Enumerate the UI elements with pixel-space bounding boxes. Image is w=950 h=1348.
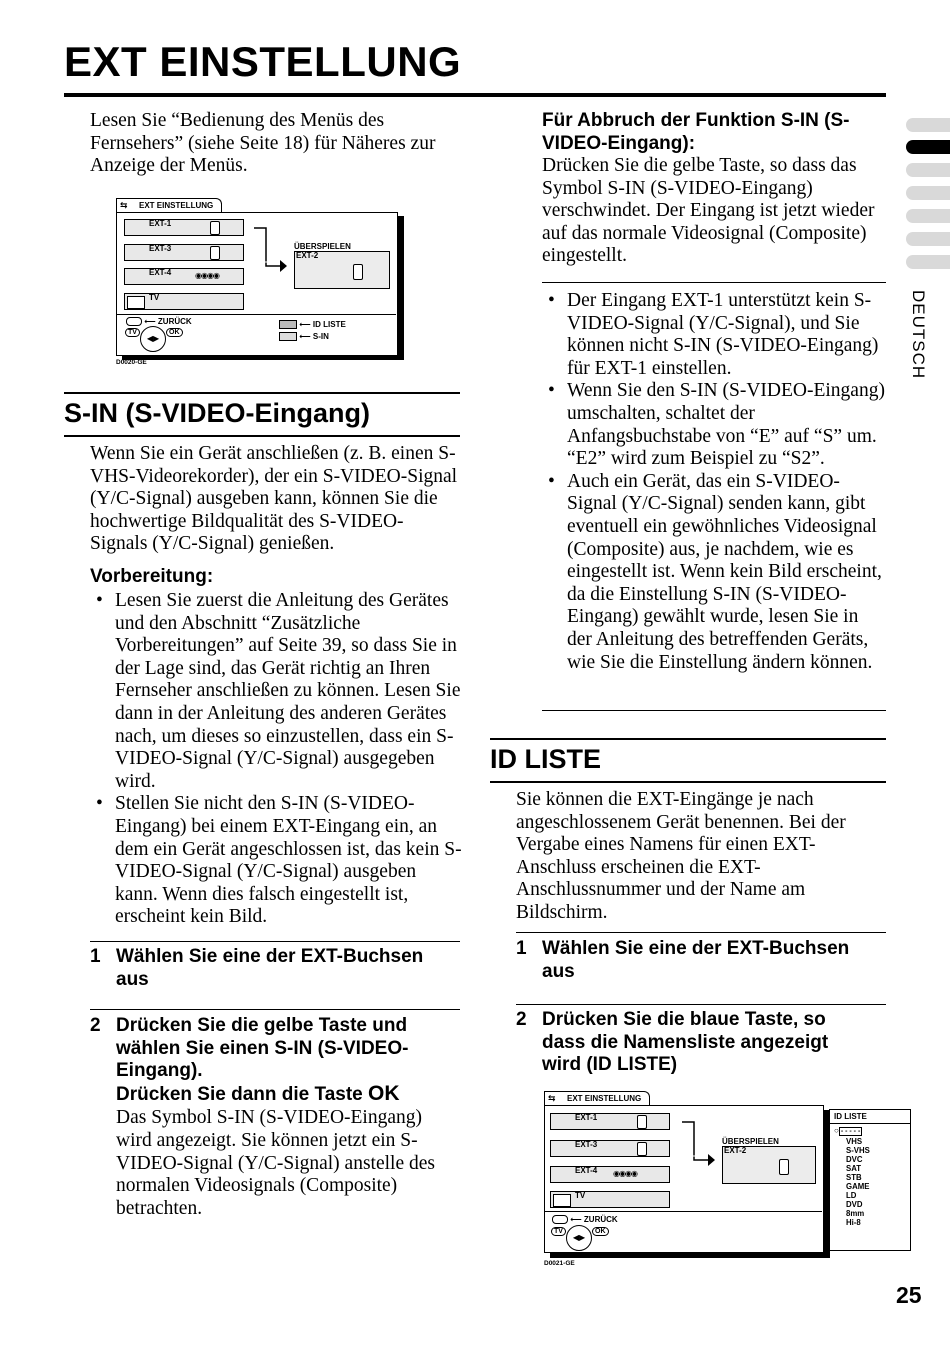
scart-connector-icon xyxy=(637,1142,647,1156)
list-item: DVD xyxy=(846,1200,863,1209)
screen-divider xyxy=(116,314,396,315)
section-rule-bottom xyxy=(490,781,886,783)
scart-connector-icon xyxy=(353,264,363,280)
list-item: VHS xyxy=(846,1137,863,1146)
preparation-heading: Vorbereitung: xyxy=(90,566,214,587)
step-text: Drücken Sie die gelbe Taste und wählen Sie einen S-IN (S-VIDEO-Eingang). xyxy=(116,1015,409,1082)
id-list-panel xyxy=(829,1109,911,1251)
list-item: • Der Eingang EXT-1 unterstützt kein S-VIDEO-Signal (Y/C-Signal), und Sie können nicht S-IN (S-VIDEO-Eingang) für EXT-1 einstellen. xyxy=(542,290,886,380)
id-list-title: ID LISTE xyxy=(834,1112,867,1121)
ext1-row: EXT-1 xyxy=(550,1113,670,1130)
ext3-row: EXT-3 xyxy=(550,1140,670,1157)
back-legend: ⟵ ZURÜCK xyxy=(552,1215,618,1224)
step-rule xyxy=(90,941,460,942)
page-number: 25 xyxy=(896,1282,922,1308)
intro-text: Lesen Sie “Bedienung des Menüs des Fernsehers” (siehe Seite 18) für Näheres zur Anzeige der Menüs. xyxy=(90,110,436,177)
skip-label: ÜBERSPIELEN xyxy=(294,242,351,251)
chapter-tab-5 xyxy=(906,209,950,223)
step-number: 2 xyxy=(90,1015,101,1036)
page-title: EXT EINSTELLUNG xyxy=(64,38,462,85)
blue-key-icon xyxy=(279,320,297,329)
list-item: SAT xyxy=(846,1164,862,1173)
id-list-first: ○ - - - - - xyxy=(834,1126,861,1135)
s-in-section-title: S-IN (S-VIDEO-Eingang) xyxy=(64,398,370,428)
step-number: 1 xyxy=(516,938,527,959)
menu-screen-diagram-1 xyxy=(116,194,406,374)
cancel-text: Drücken Sie die gelbe Taste, so dass das Symbol S-IN (S-VIDEO-Eingang) verschwindet. Der Eingang ist jetzt wieder auf das normale Videosignal (Composite) eingestellt. xyxy=(542,155,875,267)
step-number: 1 xyxy=(90,946,101,967)
s-in-description: Wenn Sie ein Gerät anschließen (z. B. einen S-VHS-Videorekorder), der ein S-VIDEO-Signal (Y/C-Signal) ausgeben kann, können Sie die hochwertige Bildqualität des S-VIDEO-Signals (Y/C-Signal) genießen. xyxy=(90,443,458,555)
step-description: Das Symbol S-IN (S-VIDEO-Eingang) wird angezeigt. Sie können jetzt ein S-VIDEO-Signal (Y/C-Signal) anstelle des normalen Videosignals (Composite) betrachten. xyxy=(116,1107,435,1219)
ok-button-legend: OK xyxy=(166,328,183,337)
tv-button-legend: TV xyxy=(551,1227,566,1236)
tv-icon xyxy=(127,296,145,309)
ext3-row: EXT-3 xyxy=(124,244,244,261)
yellow-key-icon xyxy=(279,332,297,341)
list-item: • Wenn Sie den S-IN (S-VIDEO-Eingang) umschalten, schaltet der Anfangsbuchstabe von “E” auf “S” um. “E2” wird zum Beispiel zu “S2”. xyxy=(542,380,886,470)
list-item: • Auch ein Gerät, das ein S-VIDEO-Signal (Y/C-Signal) senden kann, gibt eventuell ein gewöhnliches Videosignal (Composite) aus, je nachdem, wie es eingestellt ist. Wenn kein Bild erscheint, da die Einstellung S-IN (S-VIDEO-Eingang) gewählt wurde, lesen Sie in der Anleitung des betreffenden Geräts, wie Sie die Einstellung ändern können. xyxy=(542,471,886,674)
chapter-tab-6 xyxy=(906,232,950,246)
tv-row: TV xyxy=(550,1191,670,1208)
step-rule xyxy=(516,932,886,933)
id-list-items xyxy=(846,1137,870,1227)
return-icon xyxy=(126,317,142,326)
av-jacks-icon: ◉◉◉◉ xyxy=(613,1169,637,1178)
step-text: Wählen Sie eine der EXT-Buchsen aus xyxy=(116,946,424,990)
list-item: Hi-8 xyxy=(846,1218,861,1227)
ext4-row: EXT-4 ◉◉◉◉ xyxy=(124,268,244,285)
chapter-tab-7 xyxy=(906,255,950,269)
back-legend: ⟵ ZURÜCK xyxy=(126,317,192,326)
s-in-legend: ⟵ S-IN xyxy=(279,332,329,341)
step-rule xyxy=(516,1004,886,1005)
list-item: GAME xyxy=(846,1182,870,1191)
return-icon xyxy=(552,1215,568,1224)
skip-label: ÜBERSPIELEN xyxy=(722,1137,779,1146)
list-item: • Stellen Sie nicht den S-IN (S-VIDEO-Eingang) bei einem EXT-Eingang ein, an dem ein Gerät angeschlossen ist, das kein S-VIDEO-Signal (Y/C-Signal) ausgeben kann. Wenn dies falsch eingestellt ist, erscheint kein Bild. xyxy=(90,793,462,929)
diagram-code: D0020-GE xyxy=(116,359,147,366)
chapter-tab-3 xyxy=(906,163,950,177)
chapter-tab-4 xyxy=(906,186,950,200)
step-number: 2 xyxy=(516,1009,527,1030)
section-rule-bottom xyxy=(64,435,460,437)
ext1-row: EXT-1 xyxy=(124,219,244,236)
step-text: Drücken Sie die blaue Taste, so dass die Namensliste angezeigt wird (ID LISTE) xyxy=(542,1009,829,1076)
list-item: • Lesen Sie zuerst die Anleitung des Gerätes und den Abschnitt “Zusätzliche Vorbereitungen” auf Seite 39, so dass Sie in der Lage sind, das Gerät richtig an Ihren Fernseher anschließen zu können. Lesen Sie dann in der Anleitung des anderen Gerätes nach, um dieses so einzustellen, dass ein S-VIDEO-Signal (Y/C-Signal) ausgegeben wird. xyxy=(90,590,462,793)
list-item: S-VHS xyxy=(846,1146,870,1155)
id-liste-legend: ⟵ ID LISTE xyxy=(279,320,346,329)
scart-connector-icon xyxy=(210,221,220,235)
side-language-label: DEUTSCH xyxy=(909,290,928,380)
ok-key-glyph: OK xyxy=(368,1081,400,1105)
id-liste-description: Sie können die EXT-Eingänge je nach angeschlossenem Gerät benennen. Bei der Vergabe eines Namens für einen EXT-Anschluss erscheinen die EXT-Anschlussnummer und der Name am Bildschirm. xyxy=(516,789,846,923)
chapter-tab-1 xyxy=(906,118,950,132)
scart-connector-icon xyxy=(637,1115,647,1129)
list-item: DVC xyxy=(846,1155,863,1164)
scart-connector-icon xyxy=(210,246,220,260)
preparation-list xyxy=(90,590,462,929)
arrow-icon xyxy=(680,1120,716,1166)
notes-rule-top xyxy=(542,282,886,283)
ext4-row: EXT-4 ◉◉◉◉ xyxy=(550,1166,670,1183)
tv-row: TV xyxy=(124,293,244,310)
list-item: 8mm xyxy=(846,1209,865,1218)
screen-tab-header: ⇆ EXT EINSTELLUNG xyxy=(544,1091,650,1105)
skip-box: EXT-2 xyxy=(722,1146,816,1184)
tv-icon xyxy=(553,1194,571,1207)
cancel-heading: Für Abbruch der Funktion S-IN (S-VIDEO-Eingang): xyxy=(542,110,850,154)
nav-pad-icon: ◀▶ xyxy=(140,326,166,352)
scart-connector-icon xyxy=(779,1159,789,1175)
av-jacks-icon: ◉◉◉◉ xyxy=(195,271,219,280)
title-rule xyxy=(64,93,886,97)
ok-button-legend: OK xyxy=(592,1227,609,1236)
menu-screen-diagram-2 xyxy=(544,1088,914,1273)
notes-list xyxy=(542,290,886,674)
skip-box: EXT-2 xyxy=(294,251,390,289)
notes-rule-bottom xyxy=(542,710,886,711)
id-list-divider xyxy=(830,1123,910,1124)
step-rule xyxy=(90,1009,460,1010)
section-rule-top xyxy=(490,738,886,740)
menu-icon: ⇆ xyxy=(120,200,128,210)
section-rule-top xyxy=(64,392,460,394)
step-text: Wählen Sie eine der EXT-Buchsen aus xyxy=(542,938,850,982)
step-text-ok: Drücken Sie dann die Taste OK xyxy=(116,1081,400,1105)
screen-tab-header: ⇆ EXT EINSTELLUNG xyxy=(116,198,222,212)
diagram-code: D0021-GE xyxy=(544,1260,575,1267)
tv-button-legend: TV xyxy=(125,328,140,337)
chapter-tab-active xyxy=(906,140,950,154)
list-item: LD xyxy=(846,1191,857,1200)
nav-pad-icon: ◀▶ xyxy=(566,1225,592,1251)
menu-icon: ⇆ xyxy=(548,1093,556,1103)
id-liste-section-title: ID LISTE xyxy=(490,744,602,774)
list-item: STB xyxy=(846,1173,862,1182)
screen-divider xyxy=(544,1211,822,1212)
arrow-icon xyxy=(252,226,288,272)
